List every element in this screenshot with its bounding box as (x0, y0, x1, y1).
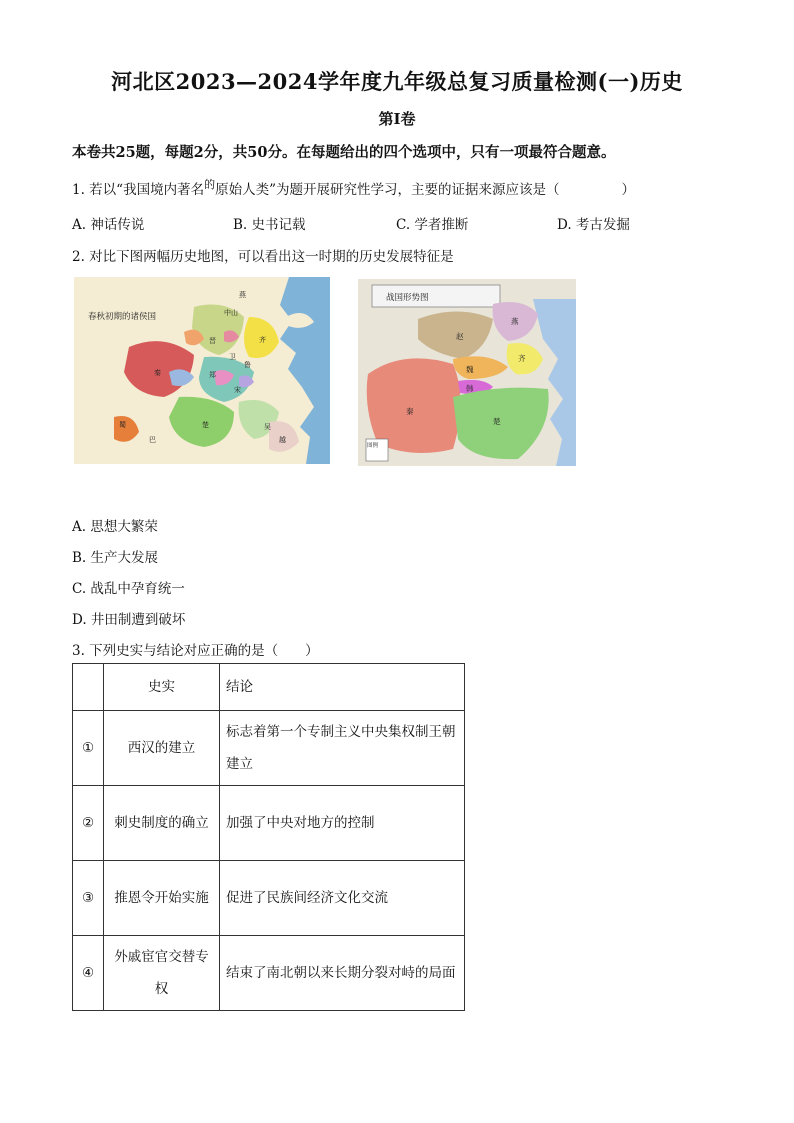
map-warring-states (358, 279, 576, 466)
svg-text:越: 越 (279, 436, 286, 444)
svg-text:晋: 晋 (209, 337, 216, 345)
table-header-row (73, 664, 465, 711)
svg-text:楚: 楚 (202, 421, 209, 429)
svg-text:秦: 秦 (406, 407, 414, 416)
map2-title: 战国形势图 (386, 293, 429, 303)
table-row: ① 西汉的建立 标志着第一个专制主义中央集权制王朝建立 (73, 711, 465, 786)
q2-option-d[interactable]: D. 井田制遭到破坏 (72, 612, 186, 628)
svg-text:楚: 楚 (493, 417, 501, 426)
q1-option-c[interactable]: C. 学者推断 (396, 217, 469, 233)
svg-text:燕: 燕 (511, 317, 519, 326)
question-2-stem: 2. 对比下图两幅历史地图，可以看出这一时期的历史发展特征是 (72, 249, 454, 265)
svg-text:魏: 魏 (466, 365, 474, 374)
svg-text:齐: 齐 (518, 354, 526, 363)
svg-text:郑: 郑 (209, 371, 216, 379)
svg-text:卫: 卫 (229, 353, 236, 361)
table-header-cell: 史实 (104, 664, 220, 711)
svg-text:韩: 韩 (466, 384, 474, 393)
q1-option-a[interactable]: A. 神话传说 (72, 217, 145, 233)
table-row: ③ 推恩令开始实施 促进了民族间经济文化交流 (73, 861, 465, 936)
page-title: 河北区2023—2024学年度九年级总复习质量检测(一)历史 (111, 69, 683, 94)
svg-text:燕: 燕 (239, 291, 246, 299)
table-row: ② 刺史制度的确立 加强了中央对地方的控制 (73, 786, 465, 861)
q2-option-b[interactable]: B. 生产大发展 (72, 550, 159, 566)
svg-text:蜀: 蜀 (119, 421, 126, 429)
q1-option-d[interactable]: D. 考古发掘 (557, 217, 630, 233)
instructions: 本卷共25题，每题2分，共50分。在每题给出的四个选项中，只有一项最符合题意。 (72, 144, 616, 161)
section-title: 第Ⅰ卷 (378, 110, 416, 128)
q2-option-a[interactable]: A. 思想大繁荣 (72, 519, 158, 535)
svg-text:中山: 中山 (224, 309, 238, 317)
table-row: ④ 外戚宦官交替专权 结束了南北朝以来长期分裂对峙的局面 (73, 936, 465, 1011)
table-header-cell: 结论 (220, 664, 465, 711)
q2-option-c[interactable]: C. 战乱中孕育统一 (72, 581, 185, 597)
svg-text:鲁: 鲁 (244, 361, 251, 369)
table-header-cell (73, 664, 104, 711)
svg-text:巴: 巴 (149, 436, 156, 444)
svg-text:图例: 图例 (367, 443, 379, 449)
map1-title: 春秋初期的诸侯国 (88, 312, 157, 322)
history-table (72, 663, 465, 1011)
svg-text:齐: 齐 (259, 336, 266, 344)
q1-option-b[interactable]: B. 史书记载 (233, 217, 306, 233)
question-1-stem: 1. 若以“我国境内著名$^的$原始人类”为题开展研究性学习，主要的证据来源应该是（ ） (72, 178, 635, 198)
svg-text:吴: 吴 (264, 423, 271, 431)
svg-text:宋: 宋 (234, 386, 241, 394)
question-3-stem: 3. 下列史实与结论对应正确的是（ ） (72, 643, 319, 659)
svg-text:秦: 秦 (154, 369, 161, 377)
svg-text:赵: 赵 (456, 332, 464, 341)
sup-note: 的 (204, 178, 216, 191)
map-spring-autumn (74, 277, 330, 464)
